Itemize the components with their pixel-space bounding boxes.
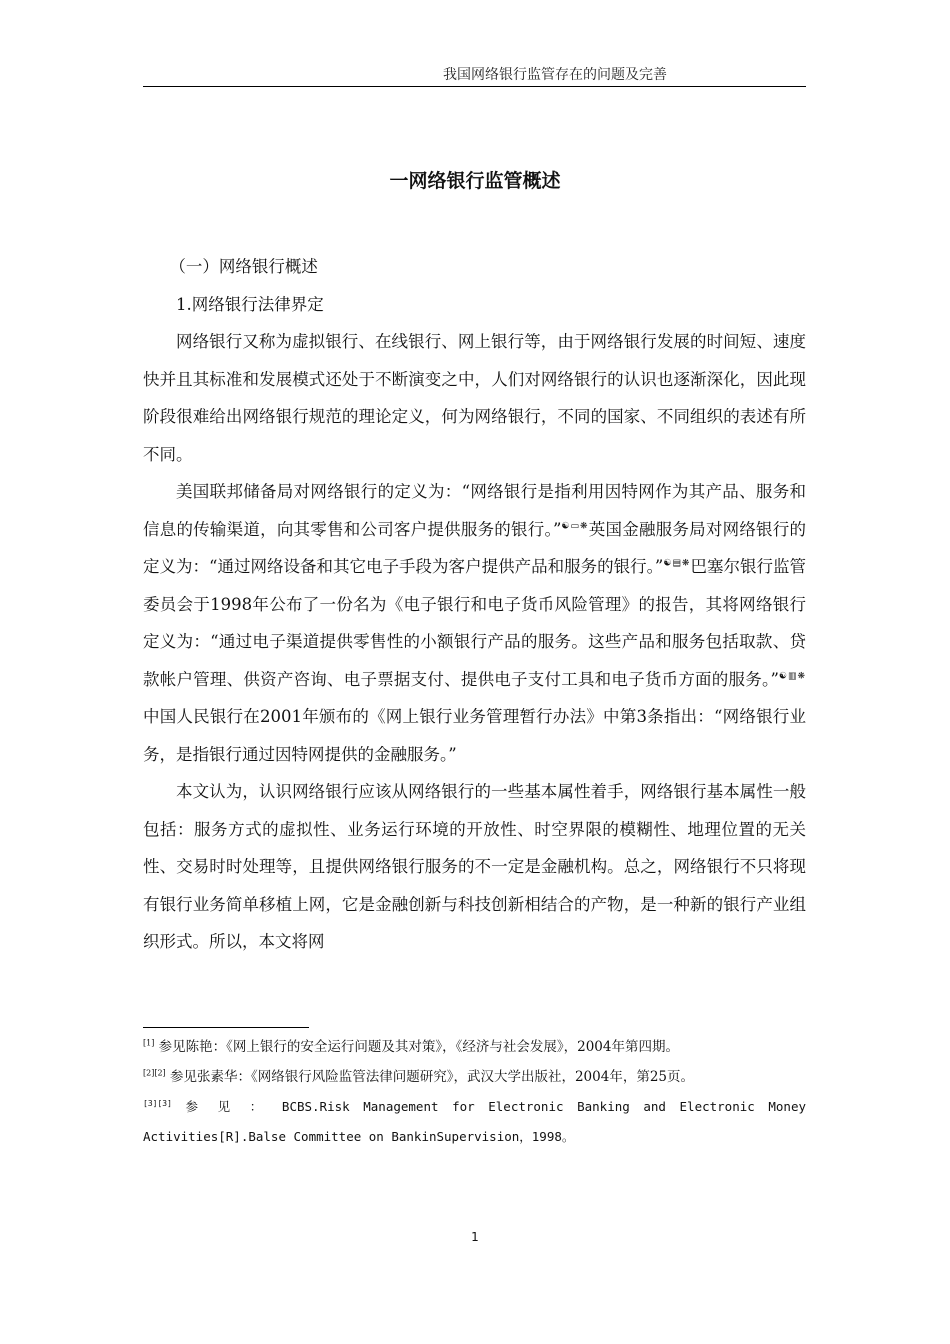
paragraph-2-part-c2: 年公布了一份名为	[252, 594, 387, 614]
footnote-marker-1: ☯▭❋	[561, 521, 589, 531]
running-header: 我国网络银行监管存在的问题及完善	[443, 67, 667, 83]
footnote-separator	[143, 1027, 309, 1028]
page-number: 1	[471, 1230, 479, 1244]
paragraph-2-year-1: 1998	[210, 594, 253, 614]
footnote-3-marker: [3][3]	[143, 1098, 172, 1108]
body-text	[143, 248, 806, 961]
footnote-marker-3: ☯▥❋	[778, 671, 806, 681]
section-title: 一网络银行监管概述	[389, 170, 561, 192]
paragraph-2-year-2: 2001	[260, 707, 302, 726]
sub-subsection-heading: 1.网络银行法律界定	[176, 294, 324, 314]
paragraph-2-part-f: 《网上银行业务管理暂行办法》中第3条指出：“网络银行业务，是指银行通过因特网提供的金融服务。”	[143, 707, 807, 764]
paragraph-3: 本文认为，认识网络银行应该从网络银行的一些基本属性着手，网络银行基本属性一般包括：服务方式的虚拟性、业务运行环境的开放性、时空界限的模糊性、地理位置的无关性、交易时时处理等，且提供网络银行服务的不一定是金融机构。总之，网络银行不只将现有银行业务简单移植上网，它是金融创新与科技创新相结合的产物，是一种新的银行产业组织形式。所以，本文将网	[143, 782, 806, 951]
paragraph-2-part-c: 巴塞尔银行监管委员会于	[143, 557, 806, 614]
footnote-2-text: 参见张素华：《网络银行风险监管法律问题研究》，武汉大学出版社，2004年，第25页。	[165, 1068, 694, 1085]
paragraph-2-part-a: 美国联邦储备局对网络银行的定义为：“网络银行是指利用因特网作为其产品、服务和信息的传输渠道，向其零售和公司客户提供服务的银行。”	[143, 482, 806, 539]
paragraph-2-part-e: 中国人民银行在	[143, 707, 260, 726]
footnote-3	[143, 1092, 806, 1151]
paragraph-2-part-b: 英国金融服务局对网络银行的定义为：“通过网络设备和其它电子手段为客户提供产品和服务的银行。”	[143, 519, 807, 576]
footnote-marker-2: ☯▤❋	[663, 558, 691, 569]
subsection-heading: （一）网络银行概述	[169, 257, 318, 276]
footnote-1-marker: [1]	[143, 1038, 155, 1048]
paragraph-1: 网络银行又称为虚拟银行、在线银行、网上银行等，由于网络银行发展的时间短、速度快并且其标准和发展模式还处于不断演变之中，人们对网络银行的认识也逐渐深化，因此现阶段很难给出网络银行规范的理论定义，何为网络银行，不同的国家、不同组织的表述有所不同。	[143, 332, 806, 464]
footnotes	[143, 1033, 806, 1151]
footnote-1	[143, 1033, 806, 1063]
paragraph-2-part-e2: 年颁布的	[302, 707, 370, 726]
paragraph-2-part-d: 《电子银行和电子货币风险管理》的报告，其将网络银行定义为：“通过电子渠道提供零售性的小额银行产品的服务。这些产品和服务包括取款、贷款帐户管理、供资产咨询、电子票据支付、提供电子支付工具和电子货币方面的服务。”	[143, 594, 807, 689]
header-rule	[143, 86, 806, 87]
footnote-1-text: 参见陈艳：《网上银行的安全运行问题及其对策》，《经济与社会发展》，2004年第四期。	[154, 1039, 679, 1055]
footnote-2	[143, 1063, 806, 1093]
footnote-2-marker: [2][2]	[143, 1068, 166, 1077]
footnote-3-text: 参 见 ： BCBS.Risk Management for Electronic Banking and Electronic Money Activities[R].Balse Committee on BankinSupervision，1998。	[143, 1099, 806, 1144]
paragraph-2	[143, 473, 806, 773]
